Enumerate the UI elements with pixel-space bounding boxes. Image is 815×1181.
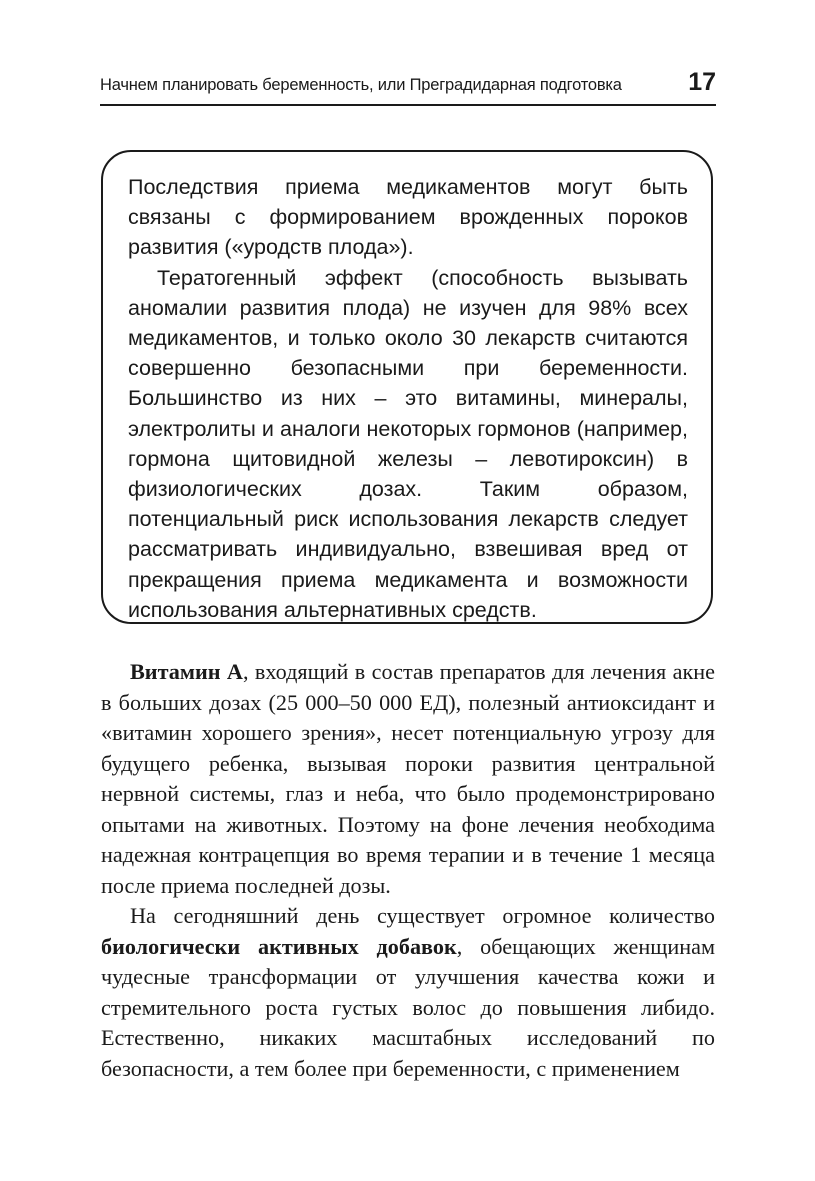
callout-paragraph: Тератогенный эффект (способность вызывать аномалии развития плода) не изучен для 98% всех медикаментов, и только около 30 лекарств считаются совершенно безопасными при беременности. Большинство из них – это витамины, минералы, электролиты и аналоги некоторых гормонов (например, гормона щитовидной железы – левотироксин) в физиологических дозах. Таким образом, потенциальный риск использования лекарств следует рассматривать индивидуально, взвешивая вред от прекращения приема медикамента и возможности использования альтернативных средств. <box>128 265 688 622</box>
paragraph-lead: На сегодняшний день существует огромное количество <box>130 903 715 928</box>
body-paragraph <box>101 901 715 1084</box>
bold-term: Витамин А <box>130 659 243 684</box>
body-paragraph <box>101 657 715 901</box>
page-number: 17 <box>688 68 716 96</box>
paragraph-text: , входящий в состав препаратов для лечения акне в больших дозах (25 000–50 000 ЕД), полезный антиоксидант и «витамин хорошего зрения», несет потенциальную угрозу для будущего ребенка, вызывая пороки развития центральной нервной системы, глаз и неба, что было продемонстрировано опытами на животных. Поэтому на фоне лечения необходима надежная контрацепция во время терапии и в течение 1 месяца после приема последней дозы. <box>101 659 715 898</box>
body-text <box>101 657 715 1084</box>
bold-term: биологически активных добавок <box>101 933 457 959</box>
running-head <box>100 68 716 102</box>
callout-text <box>128 172 688 625</box>
running-title: Начнем планировать беременность, или Преградидарная подготовка <box>100 76 622 94</box>
callout-paragraph: Последствия приема медикаментов могут быть связаны с формированием врожденных пороков развития («уродств плода»). <box>128 175 688 260</box>
header-rule <box>100 104 716 106</box>
paragraph-text: , обещающих женщинам чудесные трансформации от улучшения качества кожи и стремительного роста густых волос до повышения либидо. Естественно, никаких масштабных исследований по безопасности, а тем более при беременности, с применением <box>101 933 715 1081</box>
